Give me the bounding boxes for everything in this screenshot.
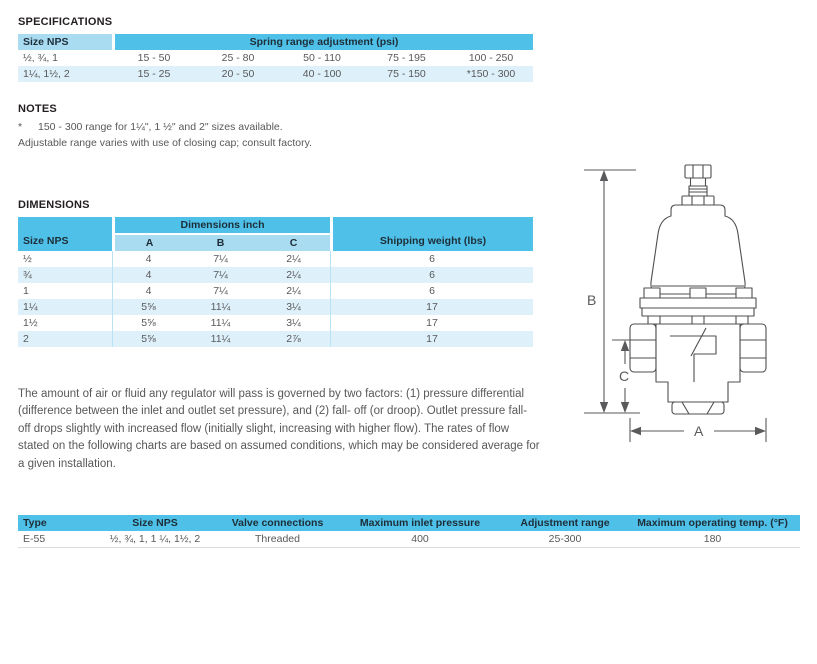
note-text: 150 - 300 range for 1¼", 1 ½" and 2" sizes available.: [38, 121, 283, 133]
table-row: [18, 299, 533, 315]
dim-a-cell: 5⅝: [112, 299, 184, 315]
model-table: [18, 515, 800, 548]
spec-value-cell: 25 - 80: [221, 52, 255, 64]
spec-value-cell: *150 - 300: [466, 68, 516, 80]
table-row: [18, 331, 533, 347]
spec-value-cell: 75 - 150: [387, 68, 426, 80]
model-col-size-header: Size NPS: [90, 515, 220, 531]
flow-description-paragraph: The amount of air or fluid any regulator will pass is governed by two factors: (1) pressure differential (difference between the inlet and outlet set pressure), and (2) fall- off (or droop). Outlet pressure fall- off drops slightly with increased flow (initially slight, increasing with higher flow). The rates of flow stated on the following charts are based on assumed conditions, which may be considered average for a given installation.: [18, 387, 540, 470]
spec-size-cell: ½, ¾, 1: [23, 52, 59, 64]
dim-span-header: Dimensions inch: [112, 217, 330, 233]
dim-col-size-header: Size NPS: [18, 217, 112, 251]
dim-c-cell: 2¼: [286, 269, 301, 281]
dim-size-cell: ½: [23, 253, 32, 265]
spec-col-size-header: Size NPS: [18, 34, 112, 50]
dimension-label-c: C: [619, 368, 630, 384]
model-col-adjustment-range-header: Adjustment range: [505, 515, 625, 531]
notes-heading: NOTES: [18, 103, 57, 115]
dim-col-a-header: A: [112, 233, 184, 251]
spec-value-cell: 40 - 100: [302, 68, 342, 80]
dim-c-cell: 3¼: [286, 317, 301, 329]
note-item: [18, 119, 538, 135]
dim-size-cell: 2: [23, 333, 29, 345]
specifications-table: [18, 34, 533, 82]
dim-size-cell: 1½: [23, 317, 38, 329]
dimensions-section: [18, 199, 533, 347]
model-col-inlet-pressure-header: Maximum inlet pressure: [335, 515, 505, 531]
model-connections-cell: Threaded: [220, 531, 335, 548]
table-row: [18, 251, 533, 267]
dim-col-b-header: B: [184, 233, 257, 251]
dim-a-cell: 5⅝: [112, 315, 184, 331]
dim-weight-cell: 6: [330, 251, 533, 267]
specifications-section: [18, 16, 533, 82]
dim-col-c-header: C: [257, 233, 330, 251]
dim-a-cell: 4: [112, 251, 184, 267]
model-col-type-header: Type: [18, 515, 90, 531]
table-row: [18, 283, 533, 299]
dim-weight-cell: 17: [330, 331, 533, 347]
dimensions-header-row-1: [18, 217, 533, 233]
spec-value-cell: 100 - 250: [468, 52, 514, 64]
notes-section: [18, 103, 538, 151]
note-asterisk-marker: *: [18, 121, 23, 133]
spec-value-cell: 50 - 110: [303, 52, 341, 64]
specifications-header-row: [18, 34, 533, 50]
note-item: Adjustable range varies with use of closing cap; consult factory.: [18, 137, 312, 149]
dim-c-cell: 2⅞: [286, 333, 301, 345]
dim-c-cell: 2¼: [286, 253, 301, 265]
dimension-label-b: B: [587, 292, 597, 308]
dim-weight-cell: 17: [330, 299, 533, 315]
table-row: [18, 267, 533, 283]
dim-weight-cell: 6: [330, 283, 533, 299]
model-table-header-row: [18, 515, 800, 531]
dimension-label-a: A: [694, 423, 704, 439]
model-operating-temp-cell: 180: [625, 531, 800, 548]
dim-b-cell: 7¼: [213, 285, 228, 297]
dim-b-cell: 7¼: [213, 253, 228, 265]
dim-c-cell: 2¼: [286, 285, 301, 297]
model-type-cell: E-55: [18, 531, 90, 548]
valve-body-drawing: [630, 165, 766, 414]
spec-value-cell: 15 - 50: [137, 52, 171, 64]
model-table-section: [18, 515, 800, 548]
dim-a-cell: 4: [112, 267, 184, 283]
spec-value-cell: 20 - 50: [221, 68, 255, 80]
dim-b-cell: 7¼: [213, 269, 228, 281]
spec-value-cell: 15 - 25: [137, 68, 171, 80]
spec-size-cell: 1¼, 1½, 2: [23, 68, 70, 80]
dim-weight-cell: 6: [330, 267, 533, 283]
dimensions-heading: DIMENSIONS: [18, 199, 90, 211]
dim-b-cell: 11¼: [210, 301, 231, 313]
table-row: [18, 50, 533, 66]
specifications-heading: SPECIFICATIONS: [18, 16, 113, 28]
model-col-connections-header: Valve connections: [220, 515, 335, 531]
dim-size-cell: 1: [23, 285, 29, 297]
spec-span-header: Spring range adjustment (psi): [112, 34, 533, 50]
model-adjustment-range-cell: 25-300: [505, 531, 625, 548]
model-inlet-pressure-cell: 400: [335, 531, 505, 548]
dim-weight-cell: 17: [330, 315, 533, 331]
dimensions-table: [18, 217, 533, 347]
dim-a-cell: 5⅝: [112, 331, 184, 347]
model-size-cell: ½, ¾, 1, 1 ¼, 1½, 2: [90, 531, 220, 548]
table-row: [18, 66, 533, 82]
dim-c-cell: 3¼: [286, 301, 301, 313]
dim-col-weight-header: Shipping weight (lbs): [330, 217, 533, 251]
valve-technical-drawing: [578, 148, 808, 460]
dim-size-cell: 1¼: [23, 301, 38, 313]
table-row: [18, 315, 533, 331]
model-col-operating-temp-header: Maximum operating temp. (°F): [625, 515, 800, 531]
dim-b-cell: 11¼: [210, 317, 231, 329]
dim-size-cell: ¾: [23, 269, 32, 281]
spec-value-cell: 75 - 195: [387, 52, 426, 64]
dim-a-cell: 4: [112, 283, 184, 299]
dim-b-cell: 11¼: [210, 333, 231, 345]
table-row: [18, 531, 800, 548]
